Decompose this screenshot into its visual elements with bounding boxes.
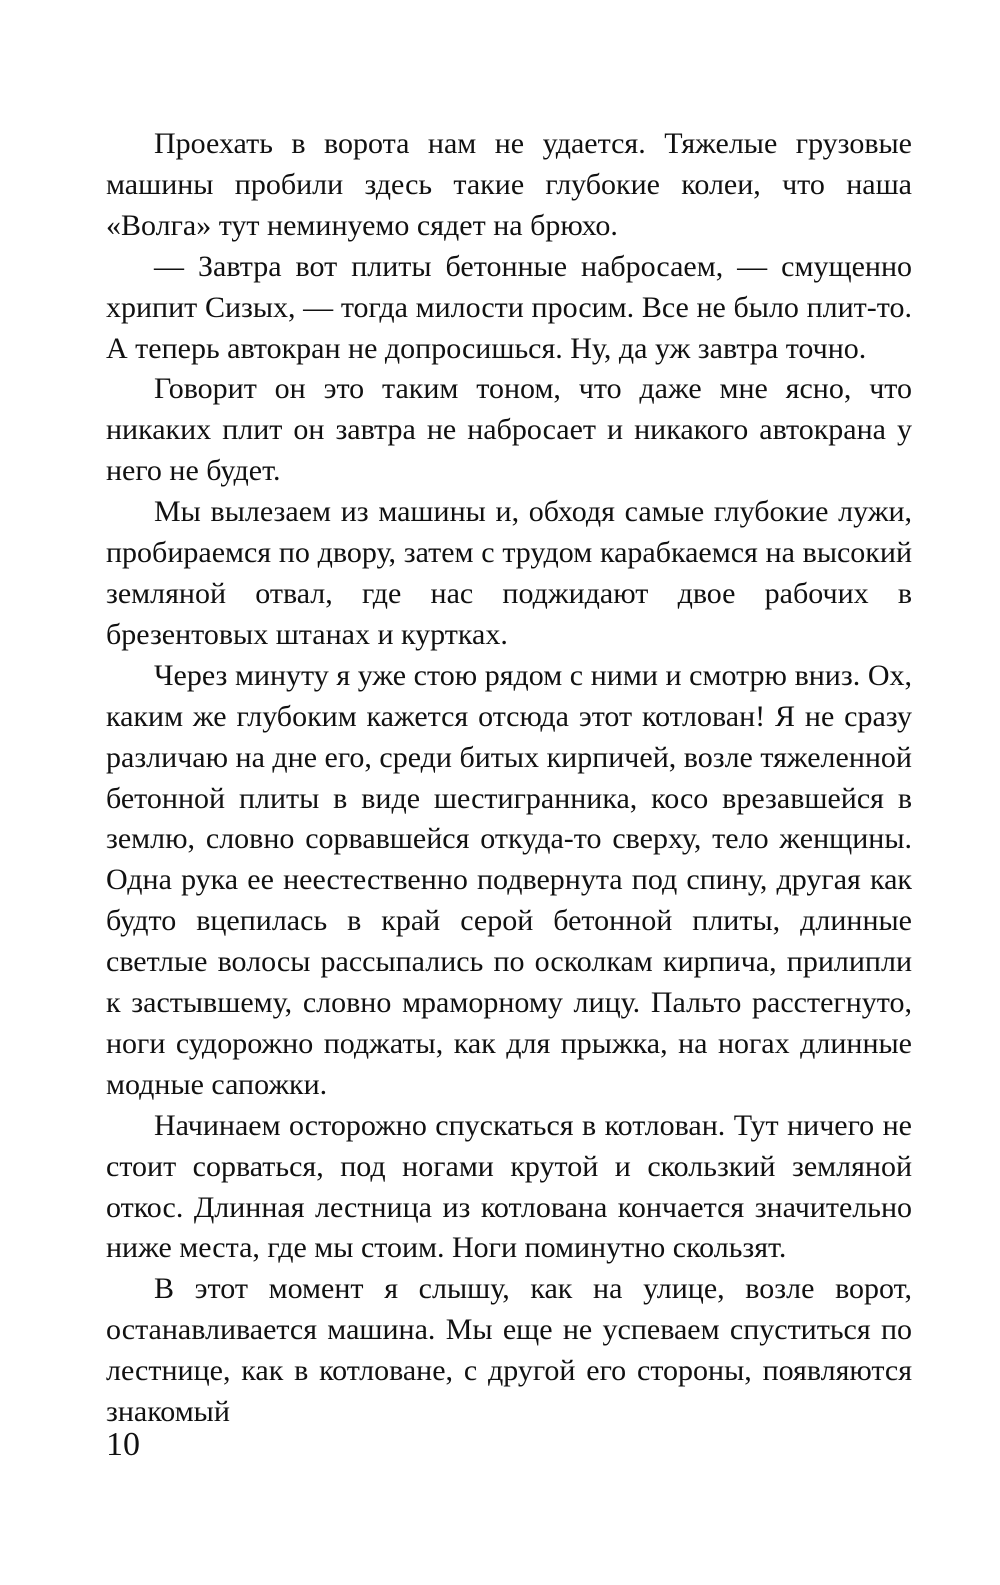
paragraph-1: Проехать в ворота нам не удается. Тяжелые грузовые машины пробили здесь такие глубокие колеи, что наша «Волга» тут неминуемо сядет на брюхо. bbox=[106, 127, 912, 242]
body-text bbox=[106, 124, 912, 1433]
paragraph-5: Через минуту я уже стою рядом с ними и смотрю вниз. Ох, каким же глубоким кажется отсюда этот котлован! Я не сразу различаю на дне его, среди битых кирпичей, возле тяжеленной бетонной плиты в виде шестигранника, косо врезавшейся в землю, словно сорвавшейся откуда-то сверху, тело женщины. Одна рука ее неестественно подвернута под спину, другая как будто вцепилась в край серой бетонной плиты, длинные светлые волосы рассыпались по осколкам кирпича, прилипли к застывшему, словно мраморному лицу. Пальто расстегнуто, ноги судорожно поджаты, как для прыжка, на ногах длинные модные сапожки. bbox=[106, 658, 912, 1101]
paragraph-2: — Завтра вот плиты бетонные набросаем, — смущенно хрипит Сизых, — тогда милости просим. Все не было плит-то. А теперь автокран не допросишься. Ну, да уж завтра точно. bbox=[106, 249, 912, 365]
page-number: 10 bbox=[106, 1426, 140, 1463]
paragraph-4: Мы вылезаем из машины и, обходя самые глубокие лужи, пробираемся по двору, затем с трудом карабкаемся на высокий земляной отвал, где нас поджидают двое рабочих в брезентовых штанах и куртках. bbox=[106, 495, 912, 651]
paragraph-3: Говорит он это таким тоном, что даже мне ясно, что никаких плит он завтра не набросает и никакого автокрана у него не будет. bbox=[106, 372, 912, 488]
paragraph-7: В этот момент я слышу, как на улице, возле ворот, останавливается машина. Мы еще не успеваем спуститься по лестнице, как в котловане, с другой его стороны, появляются знакомый bbox=[106, 1272, 912, 1429]
paragraph-6: Начинаем осторожно спускаться в котлован. Тут ничего не стоит сорваться, под ногами крутой и скользкий земляной откос. Длинная лестница из котлована кончается значительно ниже места, где мы стоим. Ноги поминутно скользят. bbox=[106, 1108, 912, 1265]
